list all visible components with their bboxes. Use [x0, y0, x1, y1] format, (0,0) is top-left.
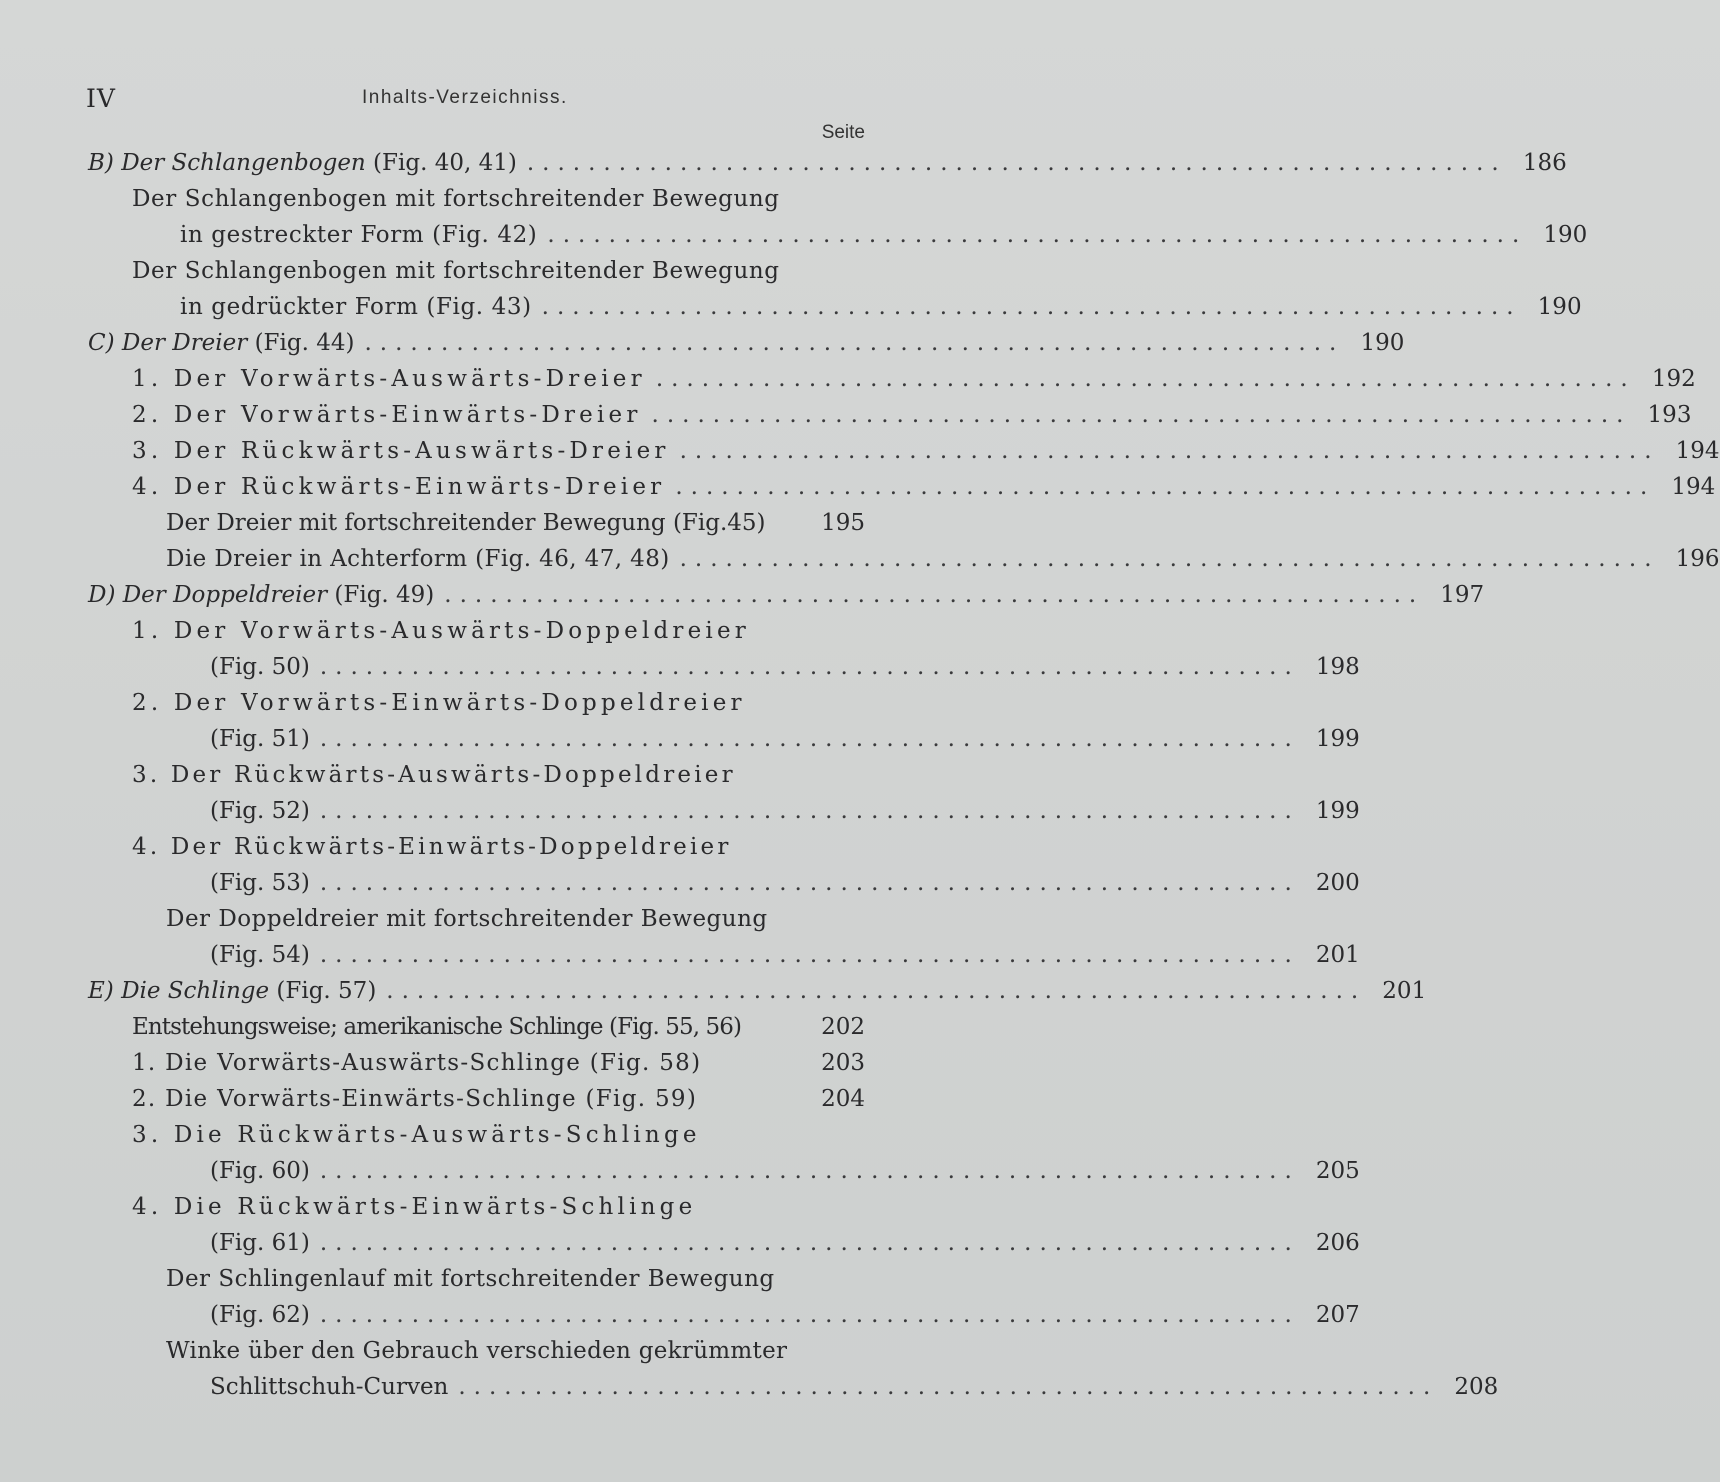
dot-leader: ................................................................ — [444, 582, 1425, 608]
entry-prefix: D) — [88, 582, 116, 608]
entry-text: Der Schlingenlauf mit fortschreitender Bewegung — [166, 1266, 775, 1292]
entry-text: Der Dreier mit fortschreitender Bewegung (Fig.45) — [166, 510, 766, 536]
toc-entry — [132, 438, 1720, 474]
toc-entry — [210, 798, 1360, 834]
seite-column-label: Seite — [821, 122, 865, 143]
entry-prefix: B) — [88, 150, 114, 176]
toc-entry — [132, 186, 780, 222]
dot-leader: ................................................................ — [675, 474, 1656, 500]
entry-prefix: E) — [88, 978, 114, 1004]
entry-prefix: C) — [88, 330, 115, 356]
entry-page: 199 — [1315, 798, 1360, 824]
toc-entry — [132, 1050, 865, 1086]
entry-text: 2. Die Vorwärts-Einwärts-Schlinge (Fig. 59) — [132, 1086, 698, 1112]
entry-page: 208 — [1454, 1374, 1499, 1400]
toc-entry — [166, 906, 768, 942]
entry-page: 199 — [1315, 726, 1360, 752]
toc-entry — [132, 474, 1716, 510]
dot-leader: ................................................................ — [319, 654, 1300, 680]
toc-entry — [210, 1158, 1360, 1194]
toc-entry — [88, 978, 1427, 1014]
toc-entry — [166, 1266, 775, 1302]
entry-text: (Fig. 52) — [210, 798, 310, 824]
entry-page: 200 — [1315, 870, 1360, 896]
page-header — [86, 84, 866, 114]
entry-text: Winke über den Gebrauch verschieden gekrümmter — [166, 1338, 788, 1364]
entry-text: Die Dreier in Achterform (Fig. 46, 47, 48) — [166, 546, 670, 572]
toc-entry — [88, 582, 1485, 618]
dot-leader: ................................................................ — [319, 726, 1300, 752]
entry-text: in gestreckter Form (Fig. 42) — [180, 222, 538, 248]
entry-text: Schlittschuh-Curven — [210, 1374, 449, 1400]
entry-page: 195 — [821, 510, 865, 536]
entry-text: (Fig. 61) — [210, 1230, 310, 1256]
dot-leader: ................................................................ — [319, 942, 1300, 968]
toc-entry — [132, 834, 732, 870]
entry-rest: (Fig. 57) — [269, 978, 377, 1004]
dot-leader: ................................................................ — [541, 294, 1522, 320]
dot-leader: ................................................................ — [655, 366, 1636, 392]
entry-page: 190 — [1543, 222, 1588, 248]
dot-leader: ................................................................ — [319, 1302, 1300, 1328]
entry-text: (Fig. 51) — [210, 726, 310, 752]
toc-entry — [132, 1014, 865, 1050]
entry-page: 190 — [1360, 330, 1405, 356]
toc-entry — [210, 870, 1360, 906]
dot-leader: ................................................................ — [679, 438, 1660, 464]
toc-entry — [132, 258, 780, 294]
toc-entry — [210, 1374, 1499, 1410]
entry-page: 193 — [1647, 402, 1692, 428]
toc-entry — [88, 330, 1405, 366]
dot-leader: ................................................................ — [319, 798, 1300, 824]
entry-title: Der Doppeldreier — [122, 582, 328, 608]
dot-leader: ................................................................ — [651, 402, 1632, 428]
entry-text: 3. Der Rückwärts-Auswärts-Dreier — [132, 438, 670, 464]
entry-page: 201 — [1382, 978, 1427, 1004]
dot-leader: ................................................................ — [679, 546, 1660, 572]
page-number: IV — [86, 84, 116, 113]
toc-entry — [210, 726, 1360, 762]
entry-text: Der Doppeldreier mit fortschreitender Bewegung — [166, 906, 768, 932]
entry-rest: (Fig. 49) — [327, 582, 435, 608]
dot-leader: ................................................................ — [319, 1158, 1300, 1184]
entry-title: Der Dreier — [121, 330, 248, 356]
toc-entry — [88, 150, 1567, 186]
entry-page: 197 — [1440, 582, 1485, 608]
entry-page: 205 — [1315, 1158, 1360, 1184]
dot-leader: ................................................................ — [364, 330, 1345, 356]
entry-text: 4. Der Rückwärts-Einwärts-Doppeldreier — [132, 834, 732, 860]
entry-text: 4. Der Rückwärts-Einwärts-Dreier — [132, 474, 666, 500]
toc-entry — [132, 1194, 696, 1230]
entry-rest: (Fig. 40, 41) — [365, 150, 517, 176]
entry-page: 204 — [821, 1086, 865, 1112]
entry-text: in gedrückter Form (Fig. 43) — [180, 294, 532, 320]
toc-entry — [180, 222, 1588, 258]
entry-text: (Fig. 62) — [210, 1302, 310, 1328]
entry-text: 1. Der Vorwärts-Auswärts-Doppeldreier — [132, 618, 750, 644]
entry-page: 194 — [1675, 438, 1720, 464]
dot-leader: ................................................................ — [319, 870, 1300, 896]
entry-text: (Fig. 53) — [210, 870, 310, 896]
entry-page: 186 — [1522, 150, 1567, 176]
dot-leader: ................................................................ — [458, 1374, 1439, 1400]
dot-leader: ................................................................ — [547, 222, 1528, 248]
dot-leader: ................................................................ — [526, 150, 1507, 176]
toc-entry — [132, 618, 750, 654]
toc-entry — [210, 654, 1360, 690]
toc-entry — [210, 942, 1360, 978]
entry-title: Die Schlinge — [121, 978, 270, 1004]
entry-text: (Fig. 54) — [210, 942, 310, 968]
toc-entry — [166, 546, 1720, 582]
toc-entry — [132, 762, 736, 798]
entry-text: 3. Der Rückwärts-Auswärts-Doppeldreier — [132, 762, 736, 788]
toc-entry — [132, 690, 746, 726]
entry-page: 202 — [821, 1014, 865, 1040]
toc-entry — [210, 1230, 1360, 1266]
dot-leader: ................................................................ — [319, 1230, 1300, 1256]
entry-text: Entstehungsweise; amerikanische Schlinge (Fig. 55, 56) — [132, 1014, 742, 1040]
entry-page: 201 — [1315, 942, 1360, 968]
entry-rest: (Fig. 44) — [247, 330, 355, 356]
entry-text: 4. Die Rückwärts-Einwärts-Schlinge — [132, 1194, 697, 1220]
entry-page: 203 — [821, 1050, 865, 1076]
entry-text: 3. Die Rückwärts-Auswärts-Schlinge — [132, 1122, 701, 1148]
entry-text: 2. Der Vorwärts-Einwärts-Doppeldreier — [132, 690, 746, 716]
toc-entry — [132, 1122, 701, 1158]
entry-text: 1. Der Vorwärts-Auswärts-Dreier — [132, 366, 646, 392]
entry-text: (Fig. 60) — [210, 1158, 310, 1184]
toc-entry — [210, 1302, 1360, 1338]
entry-page: 198 — [1315, 654, 1360, 680]
toc-entry — [132, 402, 1692, 438]
running-title: Inhalts-Verzeichniss. — [362, 87, 568, 108]
toc-entry — [180, 294, 1582, 330]
entry-text: Der Schlangenbogen mit fortschreitender Bewegung — [132, 186, 780, 212]
dot-leader: ................................................................ — [386, 978, 1367, 1004]
toc-entry — [166, 510, 865, 546]
entry-page: 192 — [1651, 366, 1696, 392]
entry-page: 194 — [1671, 474, 1716, 500]
entry-text: 2. Der Vorwärts-Einwärts-Dreier — [132, 402, 642, 428]
entry-text: (Fig. 50) — [210, 654, 310, 680]
entry-title: Der Schlangenbogen — [121, 150, 366, 176]
toc-entry — [132, 366, 1696, 402]
entry-page: 190 — [1537, 294, 1582, 320]
toc-entry — [166, 1338, 787, 1374]
entry-page: 196 — [1675, 546, 1720, 572]
entry-text: 1. Die Vorwärts-Auswärts-Schlinge (Fig. 58) — [132, 1050, 702, 1076]
entry-text: Der Schlangenbogen mit fortschreitender Bewegung — [132, 258, 780, 284]
entry-page: 207 — [1315, 1302, 1360, 1328]
toc-entry — [132, 1086, 865, 1122]
entry-page: 206 — [1315, 1230, 1360, 1256]
